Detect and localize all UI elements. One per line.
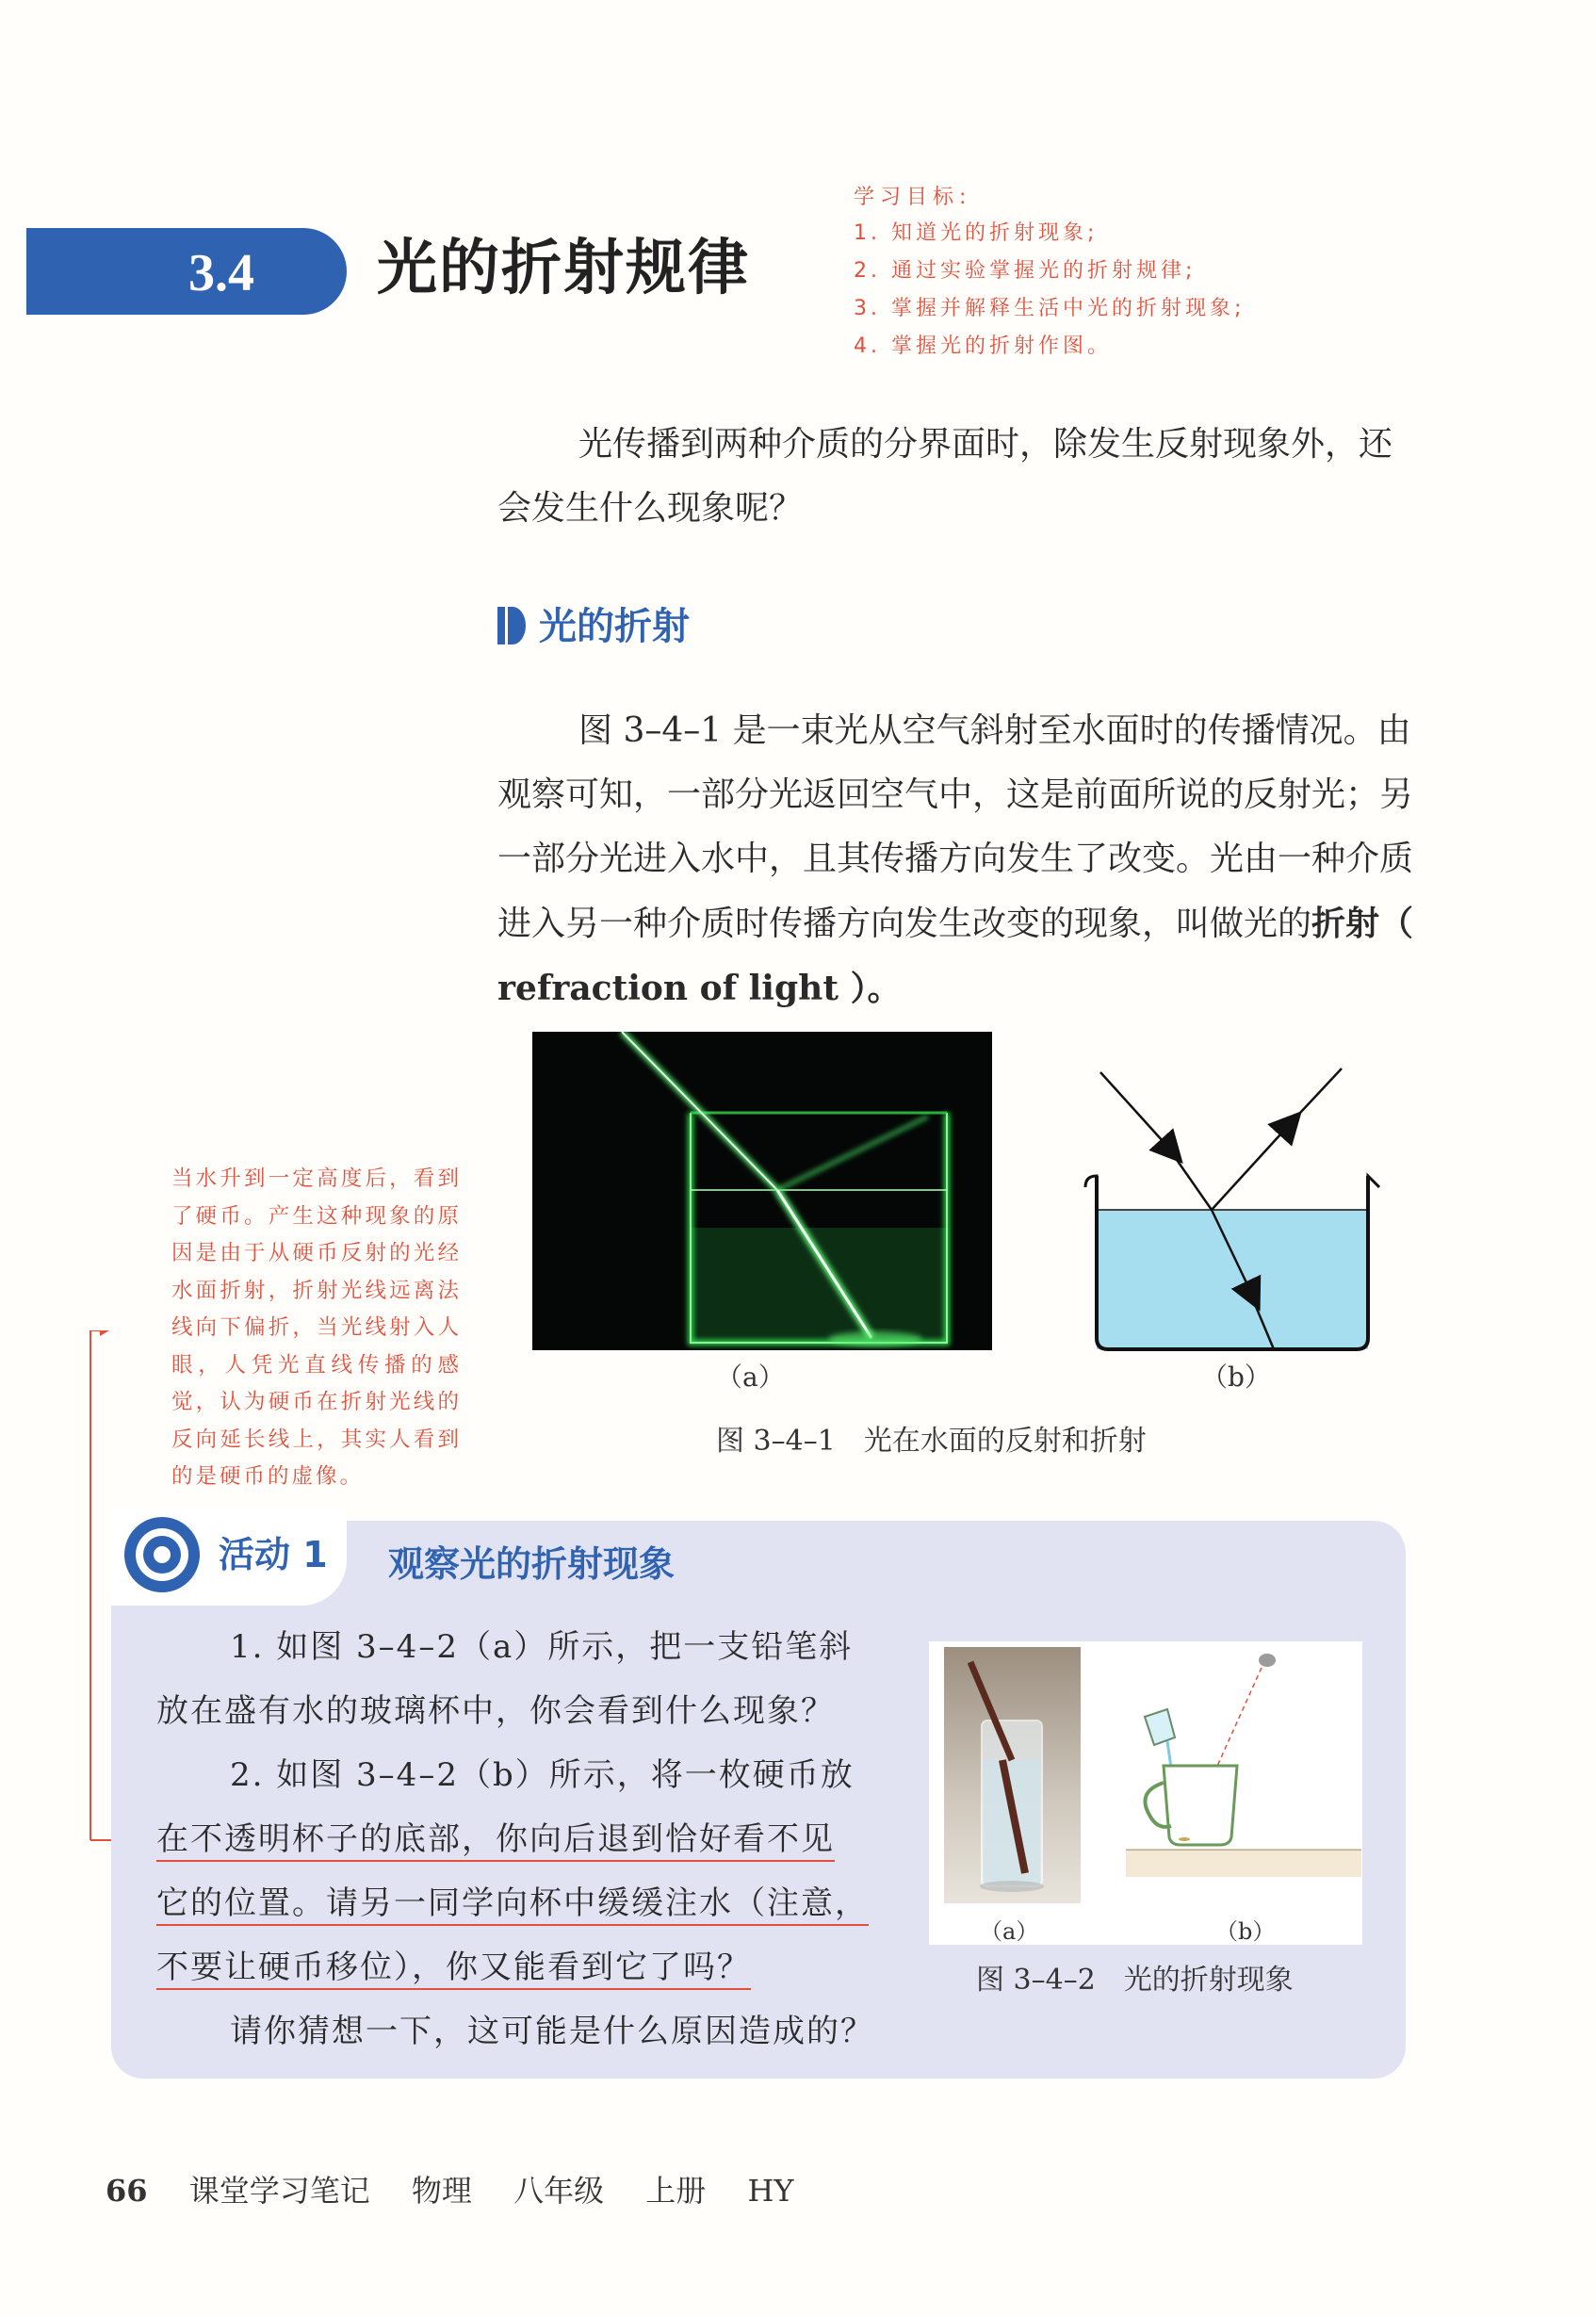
- coin-in-cup-illustration: [1126, 1651, 1361, 1877]
- learning-goal-item: 2. 通过实验掌握光的折射规律;: [854, 259, 1197, 283]
- activity-label: 活动 1: [219, 1534, 328, 1575]
- section-marker-icon: [497, 607, 526, 644]
- activity-line-underlined: [156, 1871, 869, 1935]
- refraction-diagram: [1074, 1055, 1394, 1366]
- activity-line: 不要让硬币移位），你又能看到它了吗？: [156, 1949, 751, 1990]
- body-text: 图 3–4–1 是一束光从空气斜射至水面时的传播情况。由观察可知，一部分光返回空气中，这是前面所说的反射光；另一部分光进入水中，且其传播方向发生了改变。光由一种介质进入另一种介质时传播方向发生改变的现象，叫做光的: [497, 711, 1414, 943]
- activity-line-underlined: [156, 1807, 835, 1871]
- figure2-label-b: （b）: [1215, 1918, 1276, 1945]
- section-title: 光的折射规律: [377, 234, 750, 303]
- pencil-in-glass-photo: [944, 1647, 1081, 1903]
- learning-goals: [854, 181, 1344, 366]
- figure2-label-a: （a）: [980, 1918, 1039, 1945]
- footer-volume: 上册: [645, 2173, 707, 2209]
- activity-line: 请你猜想一下，这可能是什么原因造成的？: [230, 2013, 874, 2050]
- footer-edition: HY: [747, 2173, 794, 2209]
- footer-book: 课堂学习笔记: [188, 2173, 370, 2209]
- activity-line: 1. 如图 3–4–2（a）所示，把一支铅笔斜: [230, 1628, 854, 1666]
- page-footer: [106, 2167, 825, 2214]
- figure-caption: 图 3–4–1 光在水面的反射和折射: [716, 1425, 1147, 1458]
- figure-label-a: （a）: [716, 1362, 785, 1393]
- footer-subject: 物理: [411, 2173, 472, 2209]
- section-number: 3.4: [188, 244, 254, 302]
- activity-title: 观察光的折射现象: [388, 1543, 676, 1585]
- learning-goal-item: 3. 掌握并解释生活中光的折射现象;: [854, 297, 1246, 320]
- activity-line: 它的位置。请另一同学向杯中缓缓注水（注意，: [156, 1884, 869, 1926]
- figure2-caption: 图 3–4–2 光的折射现象: [976, 1964, 1294, 1997]
- activity-line: 2. 如图 3–4–2（b）所示，将一枚硬币放: [230, 1756, 855, 1794]
- body-paragraph: [497, 699, 1421, 1021]
- key-term: 折射: [1311, 904, 1380, 943]
- figure-label-b: （b）: [1201, 1362, 1271, 1393]
- margin-note-text: 当水升到一定高度后，看到了硬币。产生这种现象的原因是由于从硬币反射的光经水面折射，折射光线远离法线向下偏折，当光线射入人眼，人凭光直线传播的感觉，认为硬币在折射光线的反向延长线上，其实人看到的是硬币的虚像。: [171, 1166, 462, 1489]
- target-icon: [122, 1515, 202, 1594]
- activity-line: 在不透明杯子的底部，你向后退到恰好看不见: [156, 1820, 835, 1862]
- page-number: 66: [106, 2173, 148, 2209]
- subsection-title: 光的折射: [539, 605, 690, 648]
- learning-goals-heading: 学习目标:: [854, 186, 972, 209]
- laser-refraction-photo: [532, 1032, 992, 1350]
- intro-paragraph: 光传播到两种介质的分界面时，除发生反射现象外，还会发生什么现象呢？: [497, 425, 1393, 528]
- learning-goal-item: 1. 知道光的折射现象;: [854, 221, 1099, 245]
- activity-line-underlined: [156, 1935, 751, 1999]
- footer-grade: 八年级: [513, 2173, 605, 2209]
- learning-goal-item: 4. 掌握光的折射作图。: [854, 334, 1112, 358]
- key-term-english: （ refraction of light ）。: [497, 904, 1414, 1008]
- activity-line: 放在盛有水的玻璃杯中，你会看到什么现象？: [156, 1692, 835, 1730]
